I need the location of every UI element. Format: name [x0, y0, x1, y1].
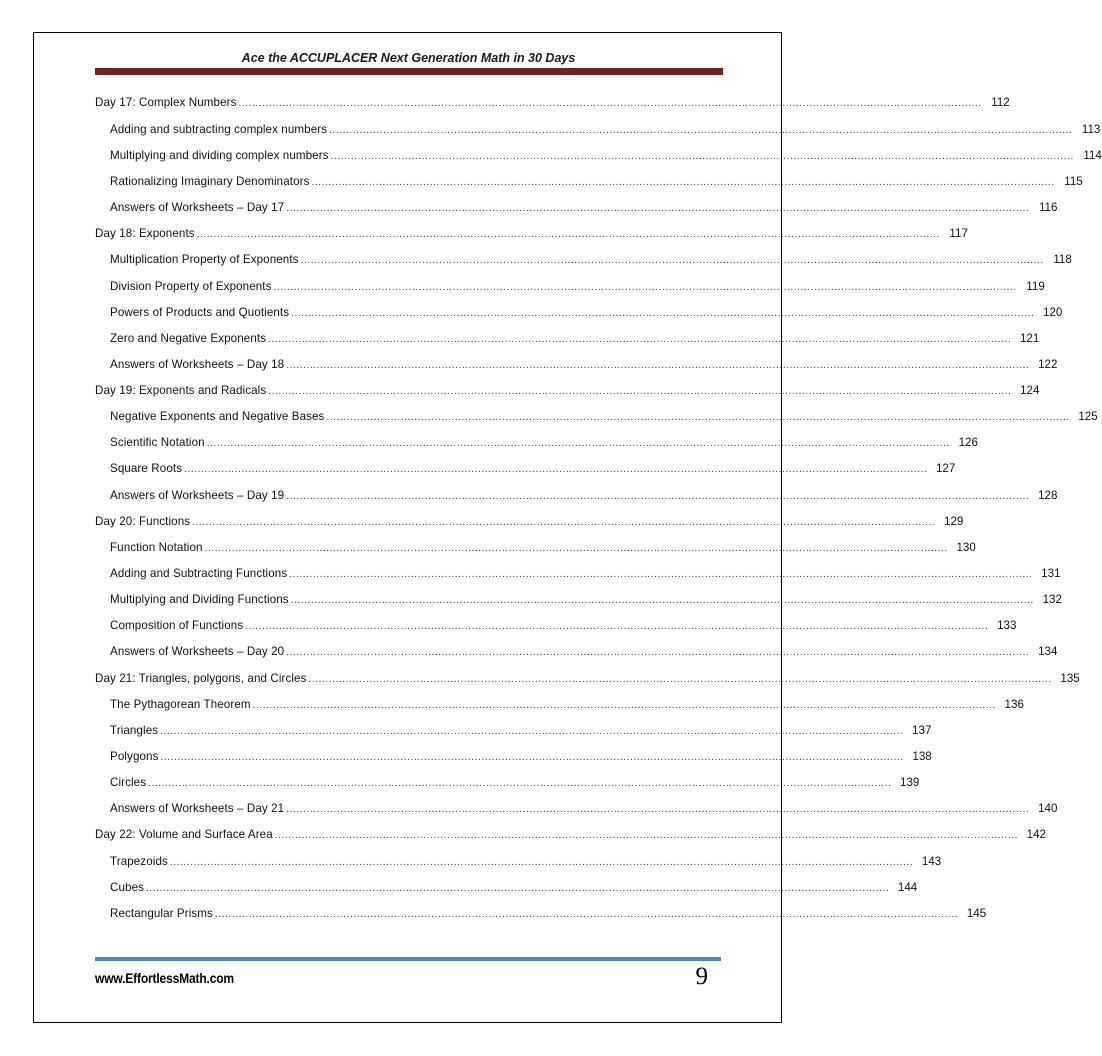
toc-sub-entry[interactable]: [95, 587, 1062, 613]
toc-entry-title: Trapezoids: [110, 855, 168, 868]
toc-page-number: 116: [1038, 200, 1058, 214]
toc-dot-leader: ............................................................................................................................................................................................................................: [160, 752, 904, 764]
toc-sub-entry[interactable]: [95, 169, 1083, 195]
toc-day-entry[interactable]: [95, 221, 968, 248]
toc-entry-title: Rectangular Prisms: [110, 907, 213, 921]
toc-sub-entry[interactable]: [95, 326, 1040, 352]
toc-sub-entry[interactable]: [95, 456, 956, 482]
toc-sub-entry[interactable]: [95, 692, 1024, 718]
toc-page-number: 142: [1026, 828, 1046, 842]
toc-dot-leader: ............................................................................................................................................................................................................................: [245, 621, 989, 633]
toc-sub-entry[interactable]: [95, 770, 920, 796]
toc-dot-leader: ............................................................................................................................................................................................................................: [286, 202, 1030, 214]
toc-page-number: 140: [1038, 802, 1058, 816]
toc-entry-title: Adding and Subtracting Functions: [110, 567, 288, 581]
toc-page-number: 132: [1042, 593, 1062, 607]
toc-dot-leader: ............................................................................................................................................................................................................................: [330, 150, 1074, 162]
toc-sub-entry[interactable]: [95, 639, 1058, 665]
toc-entry-title: Function Notation: [110, 541, 203, 555]
toc-page-number: 113: [1081, 122, 1101, 136]
toc-sub-entry[interactable]: [95, 195, 1058, 221]
toc-sub-entry[interactable]: [95, 875, 918, 901]
toc-dot-leader: ............................................................................................................................................................................................................................: [146, 883, 890, 895]
toc-entry-title: Division Property of Exponents: [110, 279, 272, 293]
toc-page-number: 126: [958, 436, 978, 450]
toc-entry-title: Multiplying and Dividing Functions: [110, 593, 289, 607]
toc-page-number: 121: [1019, 331, 1040, 345]
toc-dot-leader: ............................................................................................................................................................................................................................: [268, 385, 1012, 397]
toc-dot-leader: ............................................................................................................................................................................................................................: [252, 700, 996, 712]
toc-page-number: 118: [1053, 253, 1072, 267]
toc-dot-leader: ............................................................................................................................................................................................................................: [286, 359, 1030, 371]
book-title: Ace the ACCUPLACER Next Generation Math in 30 Days: [241, 51, 576, 65]
toc-sub-entry[interactable]: [95, 561, 1061, 587]
toc-entry-title: Adding and subtracting complex numbers: [110, 122, 328, 136]
toc-entry-title: Answers of Worksheets – Day 19: [110, 488, 285, 502]
toc-dot-leader: ............................................................................................................................................................................................................................: [274, 830, 1018, 842]
toc-entry-title: Square Roots: [110, 462, 183, 476]
toc-day-entry[interactable]: [95, 378, 1040, 405]
toc-dot-leader: ............................................................................................................................................................................................................................: [206, 438, 950, 450]
toc-sub-entry[interactable]: [95, 117, 1101, 143]
toc-entry-title: Day 19: Exponents and Radicals: [95, 383, 267, 397]
toc-dot-leader: ............................................................................................................................................................................................................................: [148, 778, 892, 790]
toc-entry-title: Answers of Worksheets – Day 21: [110, 802, 285, 816]
toc-page-number: 138: [912, 750, 932, 764]
toc-dot-leader: ............................................................................................................................................................................................................................: [311, 176, 1055, 188]
toc-page-number: 133: [997, 619, 1017, 633]
toc-sub-entry[interactable]: [95, 796, 1058, 822]
toc-page-number: 120: [1043, 305, 1063, 319]
toc-dot-leader: ............................................................................................................................................................................................................................: [329, 124, 1073, 136]
toc-sub-entry[interactable]: [95, 718, 932, 744]
toc-page-number: 134: [1038, 645, 1058, 659]
toc-dot-leader: ............................................................................................................................................................................................................................: [214, 909, 959, 921]
toc-entry-title: Powers of Products and Quotients: [110, 305, 290, 319]
toc-entry-title: Day 17: Complex Numbers: [95, 96, 237, 109]
toc-page-number: 143: [921, 855, 942, 868]
toc-dot-leader: ............................................................................................................................................................................................................................: [286, 804, 1030, 816]
toc-dot-leader: ............................................................................................................................................................................................................................: [184, 464, 928, 476]
toc-sub-entry[interactable]: [95, 483, 1058, 509]
toc-entry-title: Triangles: [110, 724, 159, 738]
toc-page-number: 119: [1026, 279, 1045, 293]
toc-day-entry[interactable]: [95, 509, 964, 536]
toc-page-number: 145: [966, 907, 987, 921]
toc-dot-leader: ............................................................................................................................................................................................................................: [204, 543, 948, 555]
toc-entry-title: Day 21: Triangles, polygons, and Circles: [95, 671, 307, 685]
toc-page-number: 129: [944, 514, 964, 528]
toc-page-number: 122: [1038, 357, 1058, 371]
toc-dot-leader: ............................................................................................................................................................................................................................: [196, 228, 940, 240]
toc-entry-title: Answers of Worksheets – Day 18: [110, 357, 285, 371]
toc-dot-leader: ............................................................................................................................................................................................................................: [268, 333, 1012, 345]
toc-entry-title: Day 20: Functions: [95, 514, 191, 528]
toc-entry-title: Answers of Worksheets – Day 17: [110, 200, 285, 214]
toc-page-number: 117: [949, 226, 968, 240]
toc-entry-title: Cubes: [110, 881, 145, 895]
toc-entry-title: Rationalizing Imaginary Denominators: [110, 174, 310, 188]
toc-page-number: 136: [1004, 698, 1024, 712]
toc-sub-entry[interactable]: [95, 430, 978, 456]
toc-dot-leader: ............................................................................................................................................................................................................................: [169, 857, 914, 868]
toc-entry-title: Circles: [110, 776, 147, 790]
toc-page-number: 115: [1064, 174, 1083, 188]
toc-entry-title: Zero and Negative Exponents: [110, 331, 267, 345]
toc-sub-entry[interactable]: [95, 300, 1063, 326]
toc-dot-leader: ............................................................................................................................................................................................................................: [290, 595, 1034, 607]
toc-page-number: 128: [1038, 488, 1058, 502]
toc-page-number: 139: [900, 776, 920, 790]
toc-entry-title: Negative Exponents and Negative Bases: [110, 410, 325, 424]
toc-dot-leader: ............................................................................................................................................................................................................................: [286, 490, 1030, 502]
toc-page-number: 135: [1060, 671, 1080, 685]
toc-page-number: 112: [991, 96, 1010, 109]
toc-sub-entry[interactable]: [95, 901, 987, 927]
page-number: 9: [695, 963, 708, 990]
toc-entry-title: Day 22: Volume and Surface Area: [95, 828, 273, 842]
toc-entry-title: Multiplying and dividing complex numbers: [110, 148, 329, 162]
toc-entry-title: Composition of Functions: [110, 619, 244, 633]
toc-dot-leader: ............................................................................................................................................................................................................................: [192, 516, 936, 528]
toc-dot-leader: ............................................................................................................................................................................................................................: [308, 673, 1052, 685]
toc-sub-entry[interactable]: [95, 404, 1098, 430]
toc-sub-entry[interactable]: [95, 274, 1045, 300]
toc-sub-entry[interactable]: [95, 352, 1058, 378]
toc-entry-title: Polygons: [110, 750, 159, 764]
toc-sub-entry[interactable]: [95, 849, 942, 875]
toc-dot-leader: ............................................................................................................................................................................................................................: [326, 412, 1070, 424]
toc-day-entry[interactable]: [95, 822, 1046, 849]
toc-page-number: 114: [1083, 148, 1102, 162]
toc-entry-title: Answers of Worksheets – Day 20: [110, 645, 285, 659]
toc-page-number: 137: [912, 724, 932, 738]
toc-page-number: 125: [1078, 410, 1098, 424]
header-bar: [95, 68, 723, 75]
toc-page-number: 130: [956, 541, 976, 555]
toc-sub-entry[interactable]: [95, 744, 932, 770]
toc-dot-leader: ............................................................................................................................................................................................................................: [286, 647, 1030, 659]
toc-page-number: 127: [935, 462, 956, 476]
toc-entry-title: Scientific Notation: [110, 436, 205, 450]
toc-dot-leader: ............................................................................................................................................................................................................................: [289, 569, 1033, 581]
website-link[interactable]: www.EffortlessMath.com: [95, 970, 234, 986]
footer-rule: [95, 957, 721, 961]
toc-day-entry[interactable]: [95, 666, 1080, 693]
toc-entry-title: The Pythagorean Theorem: [110, 698, 251, 712]
toc-sub-entry[interactable]: [95, 535, 976, 561]
toc-sub-entry[interactable]: [95, 143, 1102, 169]
toc-entry-title: Day 18: Exponents: [95, 226, 195, 240]
toc-page-number: 144: [897, 881, 918, 895]
toc-sub-entry[interactable]: [95, 247, 1072, 273]
toc-dot-leader: ............................................................................................................................................................................................................................: [160, 726, 904, 738]
toc-sub-entry[interactable]: [95, 613, 1017, 639]
toc-entry-title: Multiplication Property of Exponents: [110, 253, 299, 267]
toc-dot-leader: ............................................................................................................................................................................................................................: [238, 98, 982, 109]
toc-dot-leader: ............................................................................................................................................................................................................................: [273, 281, 1017, 293]
toc-dot-leader: ............................................................................................................................................................................................................................: [291, 307, 1035, 319]
toc-page-number: 124: [1020, 383, 1040, 397]
toc-dot-leader: ............................................................................................................................................................................................................................: [300, 255, 1044, 267]
toc-page-number: 131: [1041, 567, 1061, 581]
toc-day-entry[interactable]: [95, 90, 1010, 117]
table-of-contents: [95, 90, 1102, 927]
